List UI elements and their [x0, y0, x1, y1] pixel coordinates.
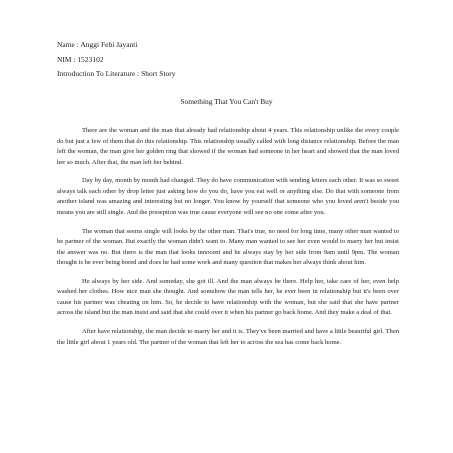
story-paragraph-4: He always by her side. And someday, she got ill. And the man always be there. Help her, take care of her, even help washed her clothes. How nice man she thought. And somehow the man tells her, he ever been in relationship but it's been over cause his partner was cheating on him. So, he decide to have relationship with the woman, but she said that she have partner across the island but the man insist and said that she could over it when his partner go back home. And they make a deal of that.: [57, 277, 399, 317]
story-paragraph-2: Day by day, month by month had changed. They do have communication with sending letters each other. It was so sweet always talk each other by drop letter just asking how do you do, have you eat well or anything else. Do that with someone from another island was amazing and interesting but no longer. You know by yourself that someone who you loved aren't beside you means you are still single. And the preseption was true cause everyone will see no one come after you.: [57, 177, 399, 216]
story-paragraph-3: The woman that seems single will looks by the other man. That's true, no need for long time, many other man wanted to be partner of the woman. But exactly the woman didn't want to. Many man wanted to see her even would to marry her but insist the answer was no. But there is the man that looks innocent and he always stay by her side from 9am until 9pm. The woman thought is he ever being bored and does he had some work and many question that makes her always think about him.: [57, 227, 399, 267]
story-title: Something That You Can't Buy: [180, 97, 273, 106]
course-line: Introduction To Literature : Short Story: [57, 69, 176, 78]
story-body: [57, 126, 399, 356]
story-paragraph-1: There are the woman and the man that already had relationship about 4 years. This relationship unlike the every couple do but just a few of them that do this relationship. This relationship usually called with long distance relationship. Before the man left the woman, the man give her golden ring that showed if the woman had someone in her heart and showed that the man loved her so much. After that, the man left her behind.: [57, 127, 399, 166]
story-paragraph-5: After have relationship, the man decide to marry her and it is. They've been married and have a little beautiful girl. Then the little girl about 1 years old. The partner of the woman that left her to across the sea has come back home.: [57, 328, 399, 346]
student-name-line: Name : Anggi Febi Jayanti: [57, 40, 138, 49]
student-nim-line: NIM : 1523102: [57, 55, 104, 64]
